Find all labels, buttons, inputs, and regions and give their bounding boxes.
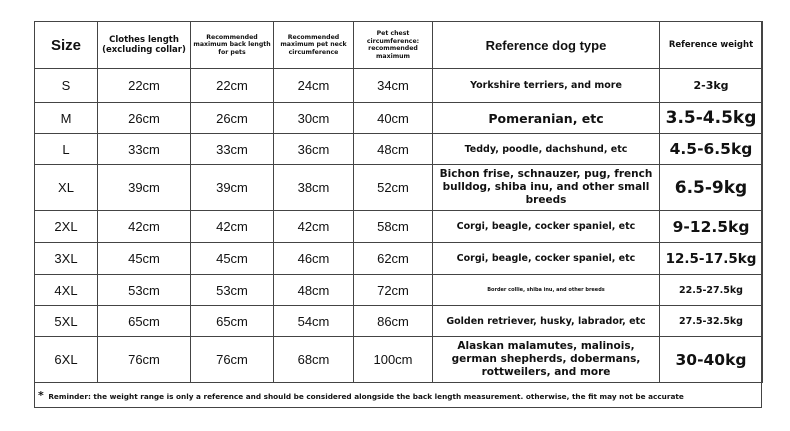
clothes-length-cell: 22cm — [98, 69, 191, 103]
size-cell: 6XL — [35, 337, 98, 383]
table-row — [35, 165, 763, 211]
back-length-cell: 45cm — [191, 243, 274, 275]
header-neck: Recommended maximum pet neck circumference — [274, 22, 354, 69]
chest-cell: 62cm — [354, 243, 433, 275]
back-length-cell: 22cm — [191, 69, 274, 103]
size-cell: S — [35, 69, 98, 103]
neck-cell: 38cm — [274, 165, 354, 211]
chest-cell: 100cm — [354, 337, 433, 383]
back-length-cell: 26cm — [191, 103, 274, 134]
table-row — [35, 306, 763, 337]
neck-cell: 24cm — [274, 69, 354, 103]
size-cell: 3XL — [35, 243, 98, 275]
table-row — [35, 275, 763, 306]
neck-cell: 42cm — [274, 211, 354, 243]
table-row — [35, 134, 763, 165]
size-cell: 2XL — [35, 211, 98, 243]
dog-type-cell: Alaskan malamutes, malinois, german shepherds, dobermans, rottweilers, and more — [433, 337, 660, 383]
size-cell: XL — [35, 165, 98, 211]
weight-cell: 6.5-9kg — [660, 165, 763, 211]
weight-cell: 12.5-17.5kg — [660, 243, 763, 275]
weight-cell: 9-12.5kg — [660, 211, 763, 243]
clothes-length-cell: 76cm — [98, 337, 191, 383]
size-cell: M — [35, 103, 98, 134]
weight-cell: 30-40kg — [660, 337, 763, 383]
back-length-cell: 65cm — [191, 306, 274, 337]
chest-cell: 86cm — [354, 306, 433, 337]
neck-cell: 46cm — [274, 243, 354, 275]
neck-cell: 54cm — [274, 306, 354, 337]
clothes-length-cell: 39cm — [98, 165, 191, 211]
weight-cell: 2-3kg — [660, 69, 763, 103]
footer-text: Reminder: the weight range is only a reference and should be considered alongside the back length measurement. otherwise, the fit may not be accurate — [48, 392, 684, 401]
neck-cell: 36cm — [274, 134, 354, 165]
chest-cell: 34cm — [354, 69, 433, 103]
footnote-asterisk: * — [38, 389, 44, 402]
table-row — [35, 211, 763, 243]
dog-type-cell: Border collie, shiba inu, and other breeds — [433, 275, 660, 306]
dog-type-cell: Yorkshire terriers, and more — [433, 69, 660, 103]
clothes-length-cell: 45cm — [98, 243, 191, 275]
chest-cell: 52cm — [354, 165, 433, 211]
header-back-length: Recommended maximum back length for pets — [191, 22, 274, 69]
chest-cell: 72cm — [354, 275, 433, 306]
back-length-cell: 39cm — [191, 165, 274, 211]
weight-cell: 4.5-6.5kg — [660, 134, 763, 165]
size-cell: 5XL — [35, 306, 98, 337]
weight-cell: 3.5-4.5kg — [660, 103, 763, 134]
table-row — [35, 337, 763, 383]
size-chart-table — [34, 21, 763, 383]
clothes-length-cell: 26cm — [98, 103, 191, 134]
header-weight: Reference weight — [660, 22, 763, 69]
clothes-length-cell: 65cm — [98, 306, 191, 337]
back-length-cell: 33cm — [191, 134, 274, 165]
back-length-cell: 42cm — [191, 211, 274, 243]
header-size: Size — [35, 22, 98, 69]
header-row — [35, 22, 763, 69]
dog-type-cell: Bichon frise, schnauzer, pug, french bulldog, shiba inu, and other small breeds — [433, 165, 660, 211]
dog-type-cell: Pomeranian, etc — [433, 103, 660, 134]
clothes-length-cell: 53cm — [98, 275, 191, 306]
size-cell: 4XL — [35, 275, 98, 306]
dog-type-cell: Teddy, poodle, dachshund, etc — [433, 134, 660, 165]
table-row — [35, 69, 763, 103]
table-row — [35, 103, 763, 134]
dog-type-cell: Golden retriever, husky, labrador, etc — [433, 306, 660, 337]
footer-note — [38, 388, 758, 404]
size-cell: L — [35, 134, 98, 165]
clothes-length-cell: 33cm — [98, 134, 191, 165]
weight-cell: 27.5-32.5kg — [660, 306, 763, 337]
clothes-length-cell: 42cm — [98, 211, 191, 243]
back-length-cell: 76cm — [191, 337, 274, 383]
neck-cell: 30cm — [274, 103, 354, 134]
weight-cell: 22.5-27.5kg — [660, 275, 763, 306]
chest-cell: 40cm — [354, 103, 433, 134]
dog-type-cell: Corgi, beagle, cocker spaniel, etc — [433, 211, 660, 243]
chest-cell: 48cm — [354, 134, 433, 165]
header-chest: Pet chest circumference: recommended maximum — [354, 22, 433, 69]
header-dog-type: Reference dog type — [433, 22, 660, 69]
back-length-cell: 53cm — [191, 275, 274, 306]
chest-cell: 58cm — [354, 211, 433, 243]
header-clothes-length: Clothes length (excluding collar) — [98, 22, 191, 69]
table-row — [35, 243, 763, 275]
neck-cell: 48cm — [274, 275, 354, 306]
neck-cell: 68cm — [274, 337, 354, 383]
dog-type-cell: Corgi, beagle, cocker spaniel, etc — [433, 243, 660, 275]
